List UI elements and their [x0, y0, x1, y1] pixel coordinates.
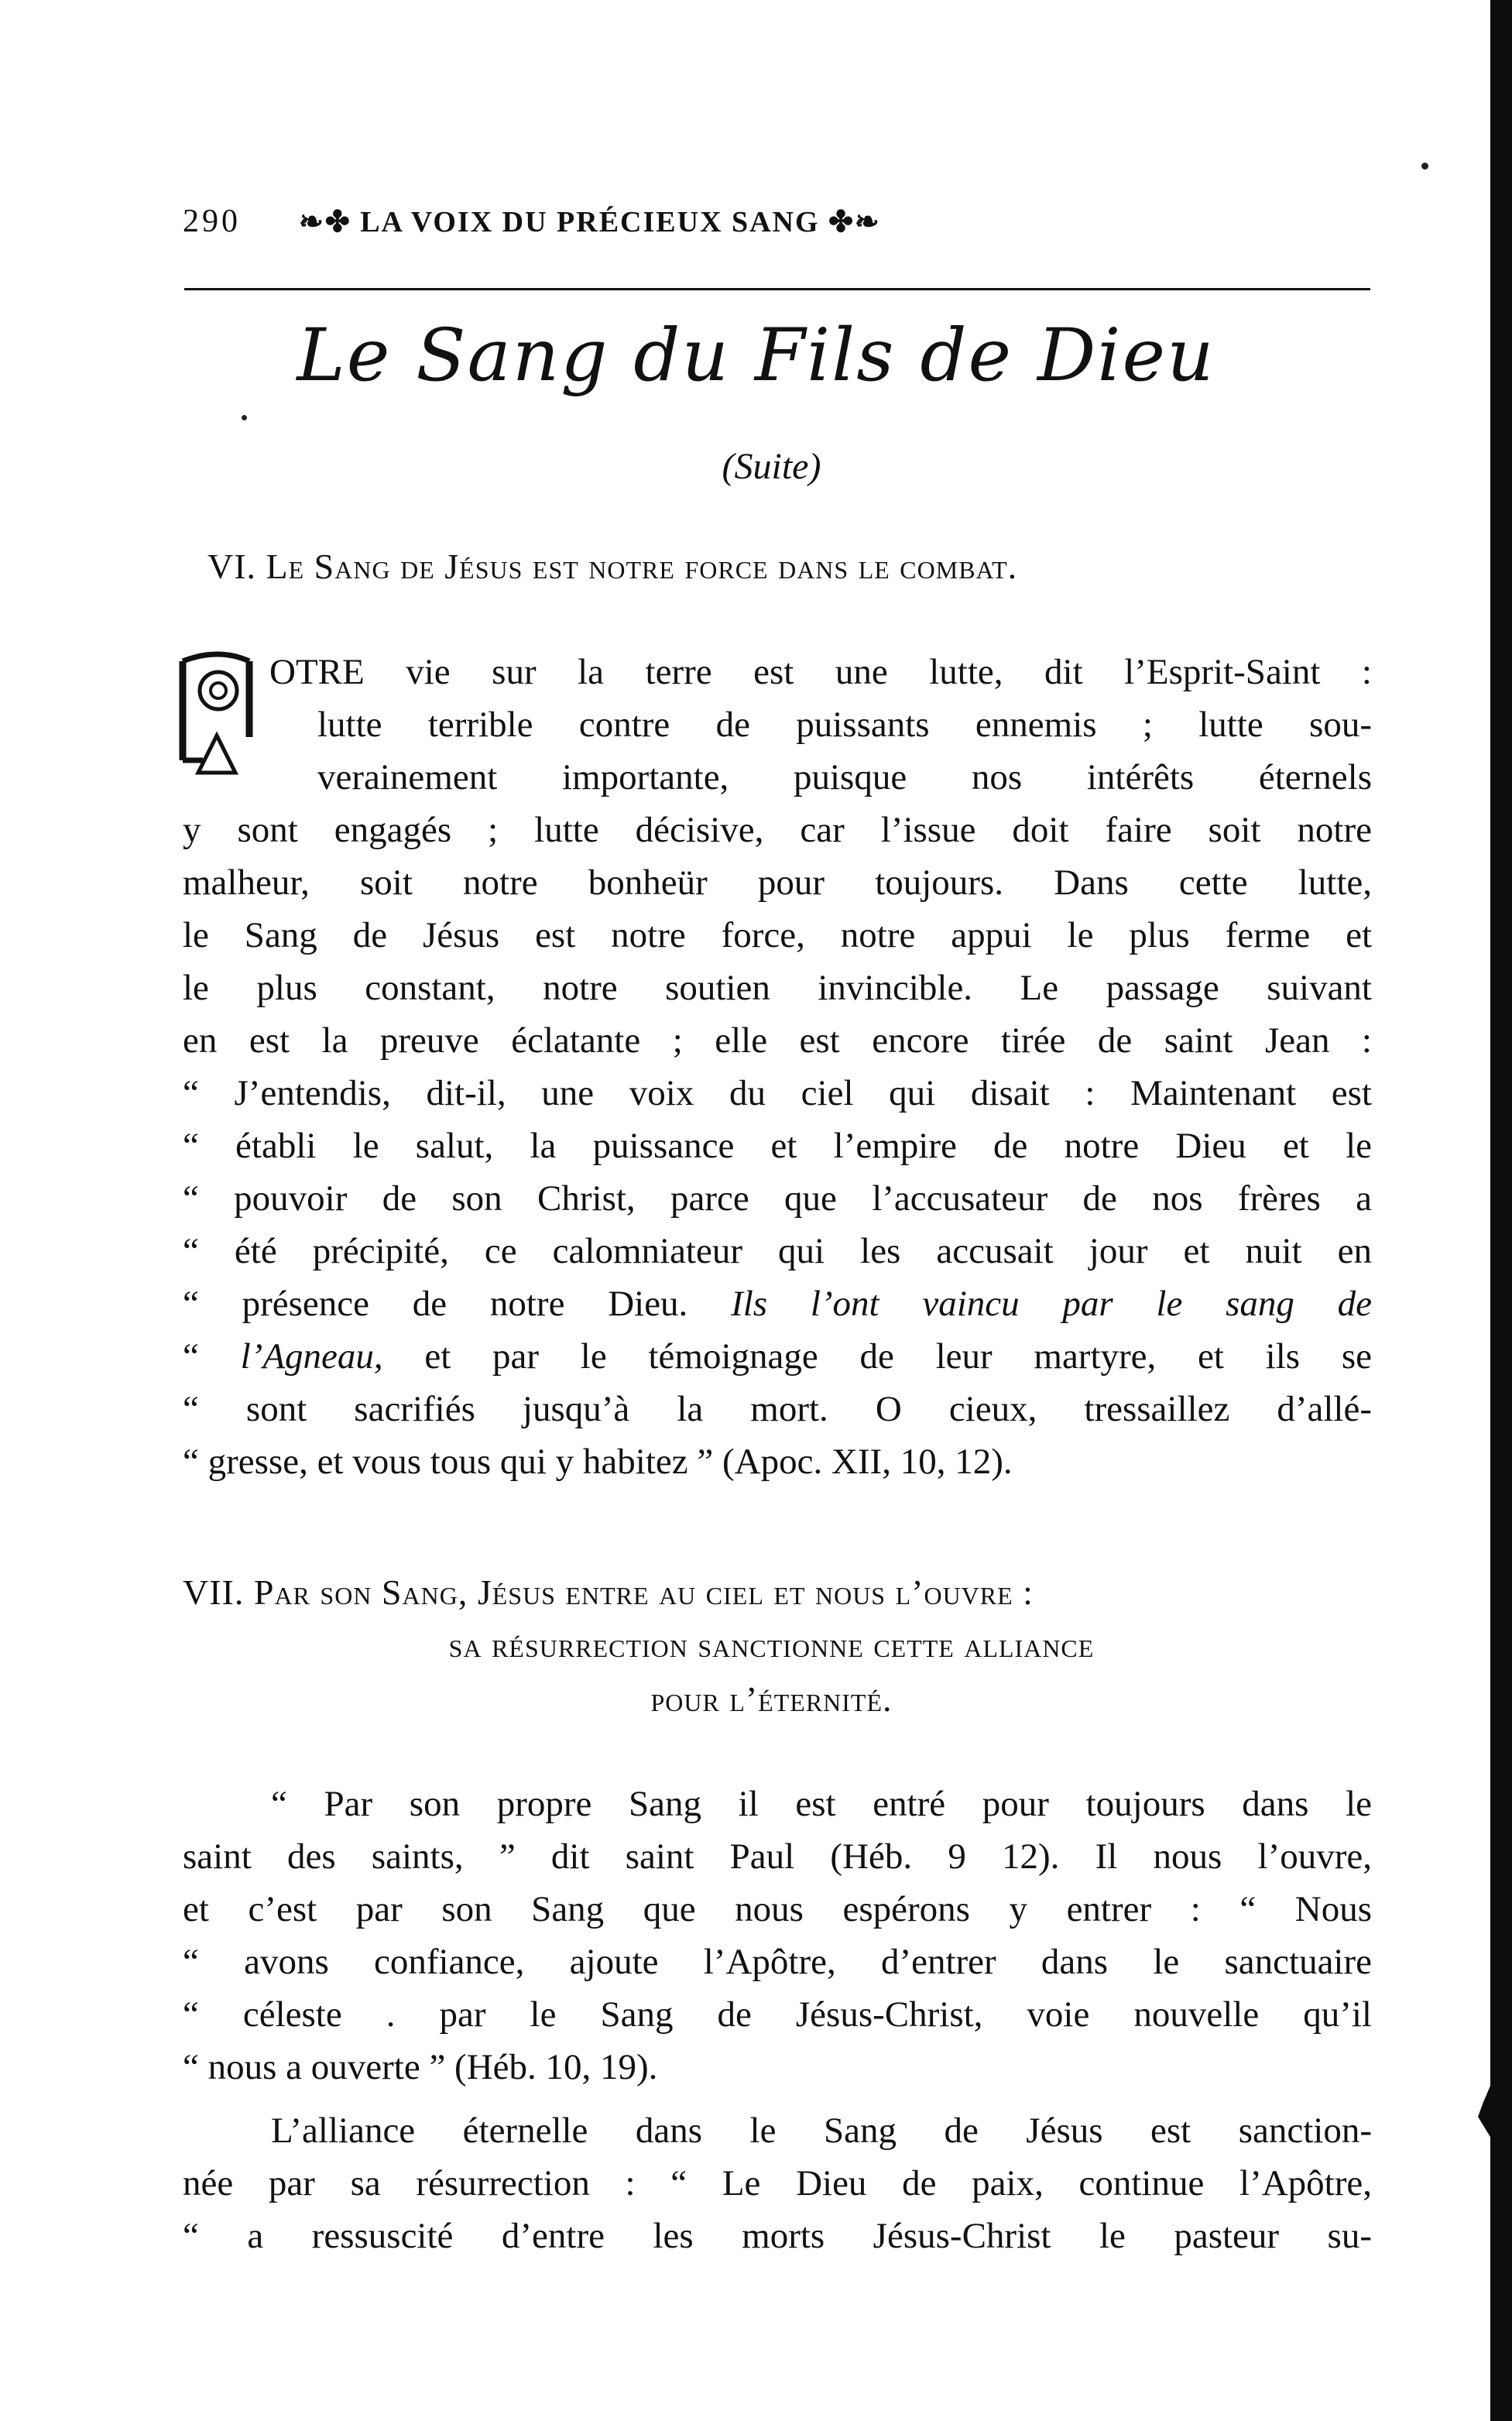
text-line: “ céleste . par le Sang de Jésus-Christ, voie nouvelle qu’il [183, 1994, 1372, 2035]
text-line [183, 1333, 1372, 1380]
section-heading-vii-line-3: pour l’éternité. [650, 1679, 893, 1719]
text-line: y sont engagés ; lutte décisive, car l’issue doit faire soit notre [183, 810, 1372, 850]
running-title-text: LA VOIX DU PRÉCIEUX SANG [360, 206, 820, 238]
text-line [183, 1281, 1372, 1327]
text-line: L’alliance éternelle dans le Sang de Jésus est sanction- [271, 2111, 1372, 2151]
text-line: en est la preuve éclatante ; elle est encore tirée de saint Jean : [183, 1020, 1372, 1061]
ornament-icon: ✤❧ [828, 206, 881, 238]
section-heading-vii-line-2: sa résurrection sanctionne cette alliance [448, 1625, 1095, 1665]
chapter-subtitle: (Suite) [722, 446, 821, 487]
text-line: “ nous a ouverte ” (Héb. 10, 19). [183, 2047, 658, 2087]
text-line: “ été précipité, ce calomniateur qui les accusait jour et nuit en [183, 1231, 1372, 1271]
page-number: 290 [183, 204, 241, 239]
text-line: le plus constant, notre soutien invincible. Le passage suivant [183, 968, 1372, 1008]
text-line: et c’est par son Sang que nous espérons y entrer : “ Nous [183, 1889, 1372, 1929]
text-line: le Sang de Jésus est notre force, notre appui le plus ferme et [183, 915, 1372, 955]
italic-quote: l’Agneau, [240, 1336, 383, 1377]
ink-speck [242, 415, 247, 420]
text-fragment: “ [183, 1336, 241, 1377]
text-line: “ a ressuscité d’entre les morts Jésus-Christ le pasteur su- [183, 2216, 1372, 2256]
text-fragment: “ présence de notre Dieu. [183, 1284, 732, 1324]
header-rule [184, 288, 1370, 290]
text-line: “ avons confiance, ajoute l’Apôtre, d’entrer dans le sanctuaire [183, 1942, 1372, 1982]
text-line: malheur, soit notre bonheür pour toujours. Dans cette lutte, [183, 862, 1372, 903]
drop-cap-n [172, 644, 268, 777]
running-title [299, 204, 1375, 239]
running-header [183, 203, 1375, 249]
text-line: “ pouvoir de son Christ, parce que l’accusateur de nos frères a [183, 1178, 1372, 1219]
section-heading-vi: VI. Le Sang de Jésus est notre force dans le combat. [207, 547, 1018, 586]
text-line: née par sa résurrection : “ Le Dieu de paix, continue l’Apôtre, [183, 2163, 1372, 2203]
ornamental-n-icon [172, 644, 268, 777]
text-fragment: et par le témoignage de leur martyre, et ils se [382, 1336, 1372, 1377]
ink-speck [1421, 163, 1428, 170]
text-line: OTRE vie sur la terre est une lutte, dit l’Esprit-Saint : [269, 652, 1372, 692]
ornament-icon: ❧✤ [299, 206, 351, 238]
text-line: “ sont sacrifiés jusqu’à la mort. O cieux, tressaillez d’allé- [183, 1389, 1372, 1429]
italic-quote: Ils l’ont vaincu par le sang de [731, 1284, 1372, 1324]
page-edge-notch [1478, 2075, 1495, 2145]
text-line: “ Par son propre Sang il est entré pour toujours dans le [271, 1784, 1372, 1824]
chapter-title: Le Sang du Fils de Dieu [297, 314, 1215, 398]
text-line: “ gresse, et vous tous qui y habitez ” (Apoc. XII, 10, 12). [183, 1442, 1013, 1482]
text-line: verainement importante, puisque nos intérêts éternels [317, 757, 1372, 797]
text-line: saint des saints, ” dit saint Paul (Héb. 9 12). Il nous l’ouvre, [183, 1836, 1372, 1877]
section-heading-vii: VII. Par son Sang, Jésus entre au ciel et nous l’ouvre : [183, 1572, 1034, 1612]
text-line: lutte terrible contre de puissants ennemis ; lutte sou- [317, 705, 1372, 745]
text-line: “ établi le salut, la puissance et l’empire de notre Dieu et le [183, 1126, 1372, 1166]
text-line: “ J’entendis, dit-il, une voix du ciel qui disait : Maintenant est [183, 1073, 1372, 1113]
